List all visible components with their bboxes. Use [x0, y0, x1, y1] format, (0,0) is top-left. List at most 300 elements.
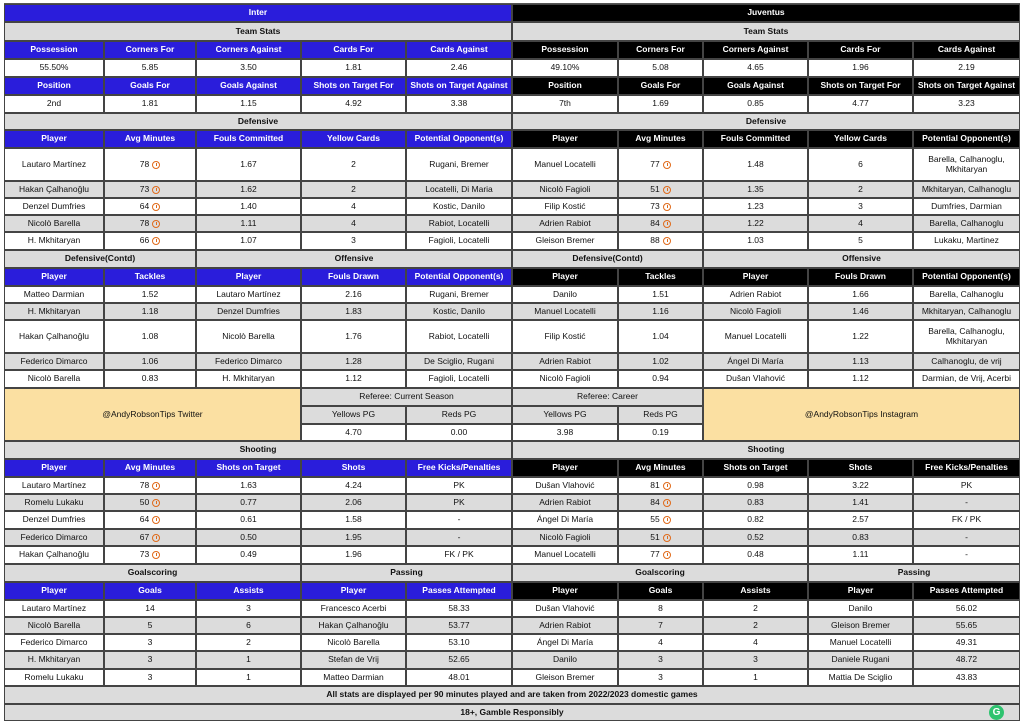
inter-goalscoring-cell [196, 634, 301, 651]
inter-shooting-cell-text: 0.77 [240, 496, 257, 507]
inter-defensive-header-text: Fouls Committed [213, 133, 284, 144]
referee-header [618, 406, 703, 424]
juventus-contd-header [618, 268, 703, 286]
juventus-shooting-cell [512, 529, 618, 546]
inter-defensive-cell [406, 232, 512, 250]
juventus-passing-cell [808, 600, 913, 617]
inter-shooting-cell [301, 511, 406, 529]
inter-shooting-cell [196, 494, 301, 511]
stopwatch-icon [152, 516, 160, 524]
inter-defensive-cell-text: 73 [139, 183, 150, 194]
juventus-passing-cell [913, 600, 1020, 617]
juventus-defensive-cell-text: 1.35 [747, 183, 764, 194]
juventus-passing-cell [913, 669, 1020, 686]
inter-stat-value-text: 1.81 [345, 62, 362, 73]
inter-shooting-cell-text: PK [453, 496, 465, 507]
stats-sheet [4, 3, 1020, 721]
referee-header [512, 406, 618, 424]
juventus-shooting-header [703, 459, 808, 477]
juventus-defensive-cell-text: 3 [858, 200, 863, 211]
juventus-defensive-cell-text: 73 [650, 200, 660, 211]
inter-defensive-cell [196, 215, 301, 232]
juventus-shooting-cell [808, 494, 913, 511]
juventus-shooting-cell [808, 511, 913, 529]
inter-offensive-cell [196, 303, 301, 320]
juventus-offensive-cell-text: Mkhitaryan, Calhanoglu [921, 305, 1012, 316]
inter-shooting-cell [196, 546, 301, 564]
juventus-shooting-cell [512, 477, 618, 494]
inter-shooting-cell-text: 64 [139, 514, 150, 525]
juventus-stat-value [618, 95, 703, 113]
inter-contd-cell-text: Federico Dimarco [20, 355, 88, 366]
juventus-contd-header-text: Player [552, 271, 578, 282]
juventus-offensive-cell-text: Dušan Vlahović [725, 373, 786, 384]
inter-passing-header [406, 582, 512, 600]
inter-defensive-cell [4, 198, 104, 215]
inter-goalscoring-cell [4, 617, 104, 634]
juventus-contd-cell-text: 1.02 [652, 355, 669, 366]
juventus-defensive-cell [913, 148, 1020, 181]
inter-contd-header-text: Player [41, 271, 67, 282]
juventus-goalscoring-title [512, 564, 808, 582]
juventus-defensive-cell [618, 181, 703, 198]
stopwatch-icon [152, 203, 160, 211]
inter-stat-value [104, 95, 196, 113]
juventus-contd-cell-text: Filip Kostić [544, 330, 586, 341]
juventus-defensive-cell-text: Manuel Locatelli [534, 158, 596, 169]
juventus-offensive-cell [913, 370, 1020, 388]
inter-stat-header-text: Corners Against [215, 44, 282, 55]
inter-defensive-cell-text: 1.67 [240, 158, 257, 169]
inter-passing-cell-text: 53.77 [448, 619, 470, 630]
juventus-defensive-header-text: Yellow Cards [834, 133, 887, 144]
footer-gamble-text: 18+, Gamble Responsibly [460, 706, 564, 717]
inter-offensive-cell [301, 353, 406, 370]
juventus-shooting-cell-text: 0.83 [747, 496, 764, 507]
juventus-shooting-cell [913, 494, 1020, 511]
juventus-defensive-cell-text: Gleison Bremer [535, 235, 595, 246]
inter-stat-header-text: Shots on Target For [313, 80, 394, 91]
juventus-offensive-cell-text: Barella, Calhanoglu, Mkhitaryan [928, 325, 1005, 346]
juventus-shooting-cell-text: 51 [650, 531, 660, 542]
inter-shooting-cell [4, 494, 104, 511]
inter-offensive-cell [301, 320, 406, 353]
inter-shooting-header [301, 459, 406, 477]
juventus-defensive-cell [703, 198, 808, 215]
juventus-stat-header-text: Cards For [840, 44, 881, 55]
juventus-defensive-cell [703, 232, 808, 250]
inter-stat-value [406, 95, 512, 113]
juventus-defensive-cell-text: 6 [858, 158, 863, 169]
juventus-defensive-cell [808, 232, 913, 250]
inter-defensive-cell [406, 198, 512, 215]
inter-defensive-cell [196, 232, 301, 250]
inter-shooting-cell [4, 477, 104, 494]
juventus-goalscoring-cell [512, 600, 618, 617]
juventus-shooting-cell [808, 546, 913, 564]
juventus-stat-value-text: 4.65 [747, 62, 764, 73]
juventus-offensive-cell-text: 1.46 [852, 305, 869, 316]
juventus-stat-header-text: Goals Against [727, 80, 784, 91]
inter-defensive-cell-text: 66 [139, 235, 150, 246]
juventus-offensive-title [703, 250, 1020, 268]
inter-goalscoring-cell [196, 669, 301, 686]
juventus-defensive-cell-text: 51 [650, 183, 660, 194]
referee-value-text: 0.19 [652, 426, 669, 437]
juventus-defensive-header-text: Fouls Committed [720, 133, 791, 144]
inter-shooting-cell [104, 546, 196, 564]
inter-stat-value [4, 95, 104, 113]
inter-passing-cell-text: Matteo Darmian [323, 671, 384, 682]
juventus-passing-cell-text: Gleison Bremer [830, 619, 891, 630]
inter-stat-header [4, 77, 104, 95]
inter-defensive-header [196, 130, 301, 148]
juventus-passing-header [808, 582, 913, 600]
referee-header [301, 406, 406, 424]
juventus-contd-header-text: Tackles [645, 271, 676, 282]
inter-defensive-contd-title-text: Defensive(Contd) [64, 253, 136, 264]
juventus-defensive-cell-text: 88 [650, 235, 660, 246]
juventus-stat-value-text: 1.69 [652, 98, 669, 109]
juventus-offensive-cell-text: 1.22 [852, 330, 869, 341]
referee-career-title-text: Referee: Career [577, 391, 638, 402]
juventus-shooting-cell-text: Dušan Vlahović [535, 479, 595, 490]
inter-offensive-cell [301, 303, 406, 320]
inter-defensive-cell-text: 1.40 [240, 200, 257, 211]
juventus-stat-header-text: Goals For [640, 80, 681, 91]
inter-defensive-header-text: Potential Opponent(s) [414, 133, 504, 144]
juventus-shooting-cell [808, 529, 913, 546]
juventus-shooting-header-text: Shots [848, 462, 873, 473]
juventus-defensive-cell [618, 232, 703, 250]
juventus-passing-header-text: Player [847, 585, 874, 596]
juventus-goalscoring-header [512, 582, 618, 600]
referee-career-title [512, 388, 703, 406]
inter-contd-cell [104, 286, 196, 303]
juventus-defensive-cell [618, 148, 703, 181]
juventus-shooting-title [512, 441, 1020, 459]
inter-passing-cell [301, 634, 406, 651]
inter-shooting-cell [301, 477, 406, 494]
juventus-offensive-cell [913, 303, 1020, 320]
inter-offensive-cell-text: Fagioli, Locatelli [428, 373, 490, 384]
juventus-offensive-header-text: Player [742, 271, 769, 282]
inter-stat-header [406, 41, 512, 59]
juventus-defensive-cell-text: 2 [858, 183, 863, 194]
juventus-goalscoring-cell-text: 7 [658, 619, 663, 630]
inter-stat-value-text: 55.50% [39, 62, 69, 73]
inter-contd-cell-text: Matteo Darmian [23, 288, 85, 299]
inter-goalscoring-title-text: Goalscoring [127, 567, 178, 578]
juventus-shooting-cell [618, 477, 703, 494]
inter-stat-value [196, 59, 301, 77]
juventus-stat-header [808, 77, 913, 95]
juventus-defensive-cell-text: 1.03 [747, 235, 764, 246]
inter-goalscoring-cell [196, 651, 301, 669]
inter-offensive-header-text: Fouls Drawn [327, 271, 379, 282]
juventus-passing-header [913, 582, 1020, 600]
inter-stat-value-text: 2.46 [450, 62, 468, 73]
inter-defensive-cell [4, 232, 104, 250]
juventus-defensive-cell-text: 5 [858, 235, 863, 246]
juventus-team-name-text: Juventus [747, 7, 785, 18]
inter-goalscoring-cell [104, 651, 196, 669]
inter-goalscoring-cell-text: 5 [147, 619, 153, 630]
juventus-contd-cell-text: 0.94 [652, 373, 669, 384]
inter-defensive-title [4, 113, 512, 130]
juventus-shooting-cell [703, 494, 808, 511]
inter-offensive-header [196, 268, 301, 286]
juventus-stat-header-text: Corners For [636, 44, 685, 55]
inter-offensive-cell-text: Rabiot, Locatelli [428, 330, 490, 341]
inter-passing-header [301, 582, 406, 600]
inter-contd-cell-text: H. Mkhitaryan [27, 305, 81, 316]
juventus-shooting-cell-text: 0.83 [852, 531, 869, 542]
juventus-stat-header-text: Cards Against [937, 44, 996, 55]
inter-defensive-cell [406, 181, 512, 198]
juventus-shooting-cell [703, 477, 808, 494]
inter-stat-header [301, 77, 406, 95]
juventus-shooting-cell [618, 546, 703, 564]
juventus-passing-cell-text: 49.31 [955, 636, 978, 647]
juventus-shooting-cell [913, 511, 1020, 529]
inter-shooting-cell-text: 1.58 [345, 514, 362, 525]
juventus-goalscoring-cell [703, 617, 808, 634]
inter-defensive-cell [104, 215, 196, 232]
juventus-goalscoring-cell [512, 617, 618, 634]
inter-goalscoring-cell [104, 634, 196, 651]
referee-value [512, 424, 618, 441]
inter-shooting-cell [301, 546, 406, 564]
inter-contd-cell [4, 303, 104, 320]
inter-passing-cell [406, 651, 512, 669]
inter-goalscoring-cell-text: 3 [147, 654, 153, 665]
inter-offensive-header [301, 268, 406, 286]
inter-contd-header [104, 268, 196, 286]
inter-defensive-cell [104, 181, 196, 198]
inter-passing-cell [301, 600, 406, 617]
inter-offensive-cell-text: 1.76 [345, 330, 362, 341]
inter-stat-value [406, 59, 512, 77]
inter-team-stats-title-text: Team Stats [235, 25, 281, 36]
juventus-shooting-cell-text: 1.41 [852, 496, 869, 507]
juventus-defensive-contd-title [512, 250, 703, 268]
inter-defensive-cell [196, 148, 301, 181]
juventus-offensive-header-text: Potential Opponent(s) [922, 271, 1011, 282]
juventus-passing-title [808, 564, 1020, 582]
inter-offensive-cell [406, 303, 512, 320]
inter-shooting-header-text: Shots [341, 462, 366, 473]
inter-contd-cell [4, 286, 104, 303]
inter-contd-cell-text: 1.06 [141, 355, 159, 366]
juventus-shooting-cell [703, 529, 808, 546]
inter-offensive-cell [301, 370, 406, 388]
inter-offensive-cell-text: Denzel Dumfries [217, 305, 280, 316]
juventus-goalscoring-cell-text: Gleison Bremer [535, 671, 595, 682]
juventus-shooting-cell-text: - [965, 496, 968, 507]
juventus-defensive-cell [618, 215, 703, 232]
inter-shooting-cell-text: Hakan Çalhanoğlu [19, 549, 89, 560]
inter-passing-cell-text: Hakan Çalhanoğlu [318, 619, 389, 630]
juventus-contd-cell [512, 320, 618, 353]
juventus-goalscoring-cell-text: 2 [753, 619, 758, 630]
juventus-shooting-cell [913, 546, 1020, 564]
inter-shooting-header-text: Avg Minutes [124, 462, 176, 473]
inter-goalscoring-cell [104, 617, 196, 634]
stopwatch-icon [663, 482, 671, 490]
inter-defensive-cell [301, 232, 406, 250]
juventus-defensive-cell [808, 215, 913, 232]
inter-defensive-cell [406, 148, 512, 181]
inter-offensive-cell-text: 1.28 [345, 355, 362, 366]
juventus-defensive-cell [913, 198, 1020, 215]
inter-stat-header [104, 77, 196, 95]
juventus-shooting-cell-text: Adrien Rabiot [539, 496, 591, 507]
inter-goalscoring-cell-text: 6 [246, 619, 251, 630]
juventus-offensive-cell-text: Manuel Locatelli [724, 330, 787, 341]
inter-goalscoring-title [4, 564, 301, 582]
juventus-offensive-title-text: Offensive [842, 253, 881, 264]
juventus-shooting-cell-text: - [965, 531, 968, 542]
juventus-stat-value-text: 49.10% [550, 62, 580, 73]
stopwatch-icon [663, 534, 671, 542]
inter-offensive-cell-text: H. Mkhitaryan [222, 373, 275, 384]
juventus-contd-cell [618, 286, 703, 303]
juventus-defensive-cell-text: 1.48 [747, 158, 764, 169]
inter-defensive-header [406, 130, 512, 148]
stopwatch-icon [152, 186, 160, 194]
inter-stat-value-text: 4.92 [345, 98, 362, 109]
inter-defensive-cell-text: 4 [351, 200, 356, 211]
inter-team-name-text: Inter [248, 7, 268, 18]
inter-shooting-cell [104, 511, 196, 529]
inter-goalscoring-cell [104, 600, 196, 617]
juventus-shooting-header [808, 459, 913, 477]
juventus-shooting-cell-text: 77 [650, 549, 660, 560]
juventus-stat-value [808, 95, 913, 113]
juventus-contd-cell [512, 286, 618, 303]
juventus-defensive-cell [512, 232, 618, 250]
juventus-defensive-cell [512, 215, 618, 232]
juventus-stat-header-text: Shots on Target For [820, 80, 901, 91]
footer-note [4, 686, 1020, 704]
inter-stat-value [104, 59, 196, 77]
juventus-defensive-header [913, 130, 1020, 148]
inter-shooting-cell-text: 67 [139, 531, 150, 542]
inter-offensive-cell [196, 286, 301, 303]
inter-shooting-cell [301, 529, 406, 546]
juventus-goalscoring-cell-text: 3 [753, 654, 758, 665]
inter-contd-cell [104, 370, 196, 388]
inter-stat-value-text: 3.38 [450, 98, 468, 109]
juventus-passing-cell-text: Daniele Rugani [831, 654, 890, 665]
inter-goalscoring-cell-text: Romelu Lukaku [24, 671, 84, 682]
inter-stat-header [4, 41, 104, 59]
inter-defensive-cell-text: Rabiot, Locatelli [428, 217, 490, 228]
juventus-shooting-cell-text: Manuel Locatelli [534, 549, 596, 560]
juventus-offensive-cell-text: 1.12 [852, 373, 869, 384]
referee-value-text: 4.70 [345, 426, 362, 437]
juventus-offensive-cell-text: 1.13 [852, 355, 869, 366]
inter-contd-cell-text: Hakan Çalhanoğlu [19, 330, 89, 341]
juventus-stat-value-text: 5.08 [652, 62, 669, 73]
juventus-defensive-header-text: Potential Opponent(s) [922, 133, 1011, 144]
inter-shooting-header-text: Free Kicks/Penalties [417, 462, 501, 473]
juventus-shooting-header [913, 459, 1020, 477]
inter-passing-title [301, 564, 512, 582]
inter-stat-header [406, 77, 512, 95]
juventus-goalscoring-cell-text: Danilo [552, 654, 578, 665]
inter-offensive-cell [196, 320, 301, 353]
stopwatch-icon [152, 161, 160, 169]
juventus-shooting-header [512, 459, 618, 477]
juventus-shooting-cell [512, 546, 618, 564]
inter-defensive-cell [104, 198, 196, 215]
inter-shooting-cell-text: 0.50 [240, 531, 257, 542]
inter-goalscoring-cell [4, 651, 104, 669]
juventus-defensive-cell-text: 84 [650, 217, 660, 228]
inter-defensive-cell-text: 4 [351, 217, 356, 228]
inter-goalscoring-cell-text: Nicolò Barella [27, 619, 81, 630]
juventus-goalscoring-cell-text: 4 [658, 636, 663, 647]
inter-shooting-cell-text: 2.06 [345, 496, 362, 507]
juventus-defensive-cell [703, 215, 808, 232]
juventus-goalscoring-header-text: Goals [648, 585, 673, 596]
inter-contd-cell-text: Nicolò Barella [27, 373, 81, 384]
referee-value-text: 0.00 [450, 426, 468, 437]
juventus-contd-cell [618, 303, 703, 320]
juventus-goalscoring-cell [703, 600, 808, 617]
juventus-goalscoring-cell [512, 669, 618, 686]
inter-shooting-title [4, 441, 512, 459]
stopwatch-icon [152, 551, 160, 559]
inter-goalscoring-cell [196, 617, 301, 634]
juventus-defensive-header [618, 130, 703, 148]
inter-defensive-header [301, 130, 406, 148]
inter-goalscoring-cell-text: 3 [246, 602, 251, 613]
inter-offensive-cell-text: Rugani, Bremer [429, 288, 489, 299]
inter-goalscoring-header [4, 582, 104, 600]
juventus-passing-cell [808, 651, 913, 669]
inter-defensive-cell-text: Denzel Dumfries [22, 200, 86, 211]
inter-stat-value-text: 1.81 [141, 98, 159, 109]
juventus-shooting-header-text: Avg Minutes [635, 462, 686, 473]
juventus-defensive-cell-text: Lukaku, Martinez [934, 235, 999, 246]
inter-shooting-cell-text: Federico Dimarco [20, 531, 88, 542]
stopwatch-icon [152, 237, 160, 245]
inter-stat-value [4, 59, 104, 77]
juventus-goalscoring-header [618, 582, 703, 600]
juventus-defensive-cell [703, 148, 808, 181]
inter-passing-cell-text: Stefan de Vrij [328, 654, 379, 665]
inter-defensive-cell-text: Lautaro Martínez [21, 158, 87, 169]
juventus-offensive-cell-text: Adrien Rabiot [729, 288, 782, 299]
inter-shooting-cell [301, 494, 406, 511]
juventus-stat-value [913, 95, 1020, 113]
inter-defensive-cell-text: H. Mkhitaryan [27, 235, 81, 246]
inter-shooting-header [196, 459, 301, 477]
juventus-shooting-cell [913, 477, 1020, 494]
juventus-passing-cell-text: 55.65 [955, 619, 978, 630]
stopwatch-icon [663, 551, 671, 559]
inter-shooting-cell [406, 477, 512, 494]
inter-defensive-cell-text: Fagioli, Locatelli [428, 235, 490, 246]
referee-current-title-text: Referee: Current Season [359, 391, 454, 402]
inter-shooting-cell-text: Romelu Lukaku [24, 496, 84, 507]
inter-offensive-cell-text: 2.16 [345, 288, 362, 299]
juventus-defensive-cell [618, 198, 703, 215]
juventus-defensive-header [808, 130, 913, 148]
